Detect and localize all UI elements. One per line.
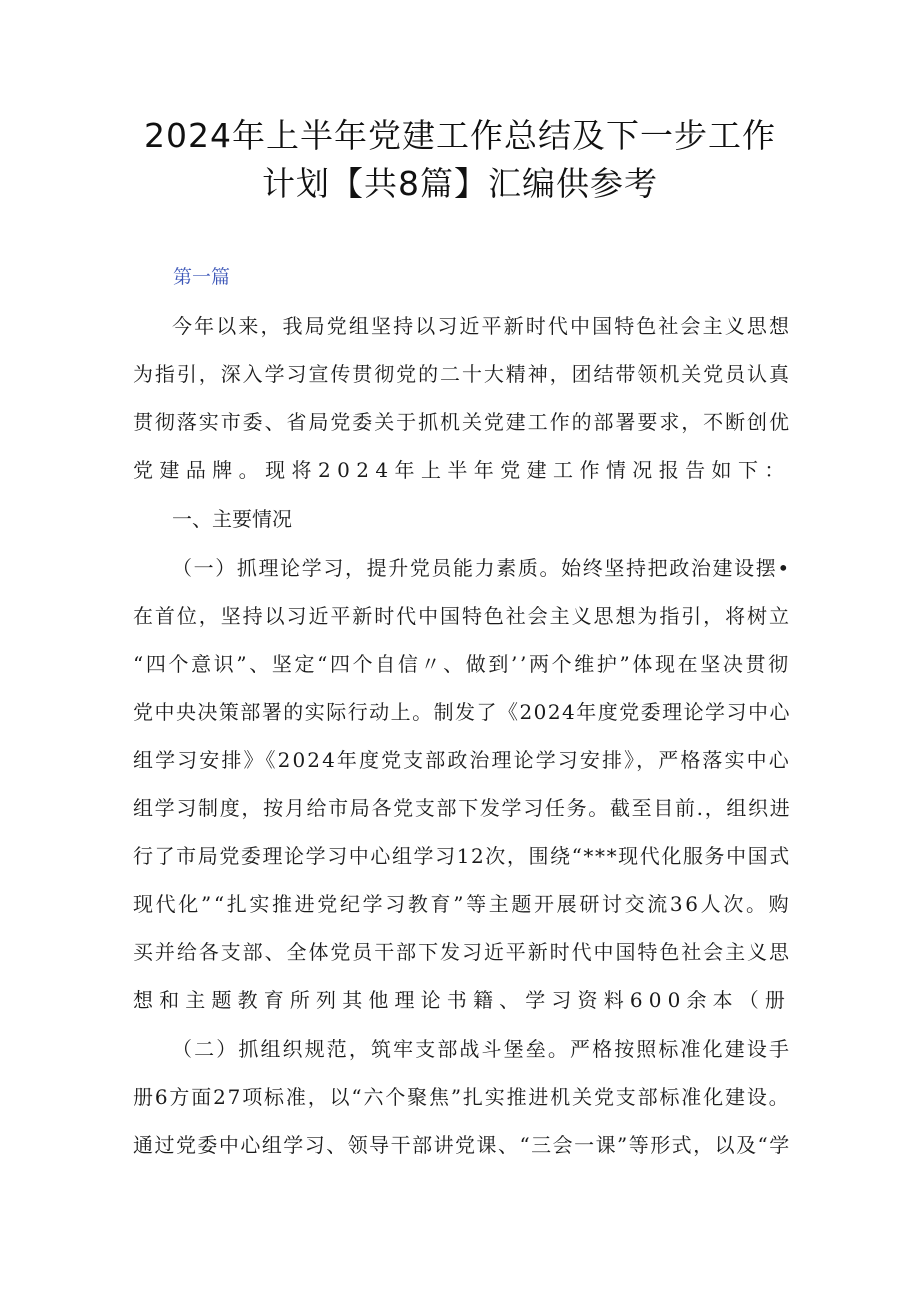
document-title [110, 112, 810, 208]
body-line: “四个意识”、坚定“四个自信〃、做到’’两个维护”体现在坚决贯彻 [133, 652, 791, 676]
section-label: 第一篇 [173, 266, 231, 288]
body-line: 今年以来，我局党组坚持以习近平新时代中国特色社会主义思想 [172, 314, 792, 338]
body-line: 组学习制度，按月给市局各党支部下发学习任务。截至目前.，组织进 [133, 796, 792, 820]
title-line-2: 计划【共8篇】汇编供参考 [262, 164, 658, 203]
body-line: 通过党委中心组学习、领导干部讲党课、“三会一课”等形式，以及“学 [133, 1133, 791, 1157]
body-line: 组学习安排》《2024年度党支部政治理论学习安排》，严格落实中心 [133, 748, 791, 772]
title-line-1: 2024年上半年党建工作总结及下一步工作 [144, 116, 776, 155]
body-line: 党建品牌。现将2024年上半年党建工作情况报告如下： [133, 458, 791, 482]
body-line: （一）抓理论学习，提升党员能力素质。始终坚持把政治建设摆• [172, 556, 791, 580]
section-heading: 一、主要情况 [172, 507, 292, 531]
body-line: 买并给各支部、全体党员干部下发习近平新时代中国特色社会主义思 [133, 940, 791, 964]
body-line: 贯彻落实市委、省局党委关于抓机关党建工作的部署要求，不断创优 [133, 410, 791, 434]
body-line: （二）抓组织规范，筑牢支部战斗堡垒。严格按照标准化建设手 [172, 1037, 792, 1061]
body-line: 党中央决策部署的实际行动上。制发了《2024年度党委理论学习中心 [133, 700, 791, 724]
body-line: 册6方面27项标准，以“六个聚焦”扎实推进机关党支部标准化建设。 [133, 1085, 791, 1109]
body-line: 为指引，深入学习宣传贯彻党的二十大精神，团结带领机关党员认真 [133, 362, 791, 386]
body-line: 想和主题教育所列其他理论书籍、学习资料600余本（册 [133, 988, 792, 1012]
body-line: 在首位，坚持以习近平新时代中国特色社会主义思想为指引，将树立 [133, 604, 791, 628]
body-line: 现代化”“扎实推进党纪学习教育”等主题开展研讨交流36人次。购 [133, 892, 792, 916]
body-line: 行了市局党委理论学习中心组学习12次，围绕“***现代化服务中国式 [133, 844, 791, 868]
